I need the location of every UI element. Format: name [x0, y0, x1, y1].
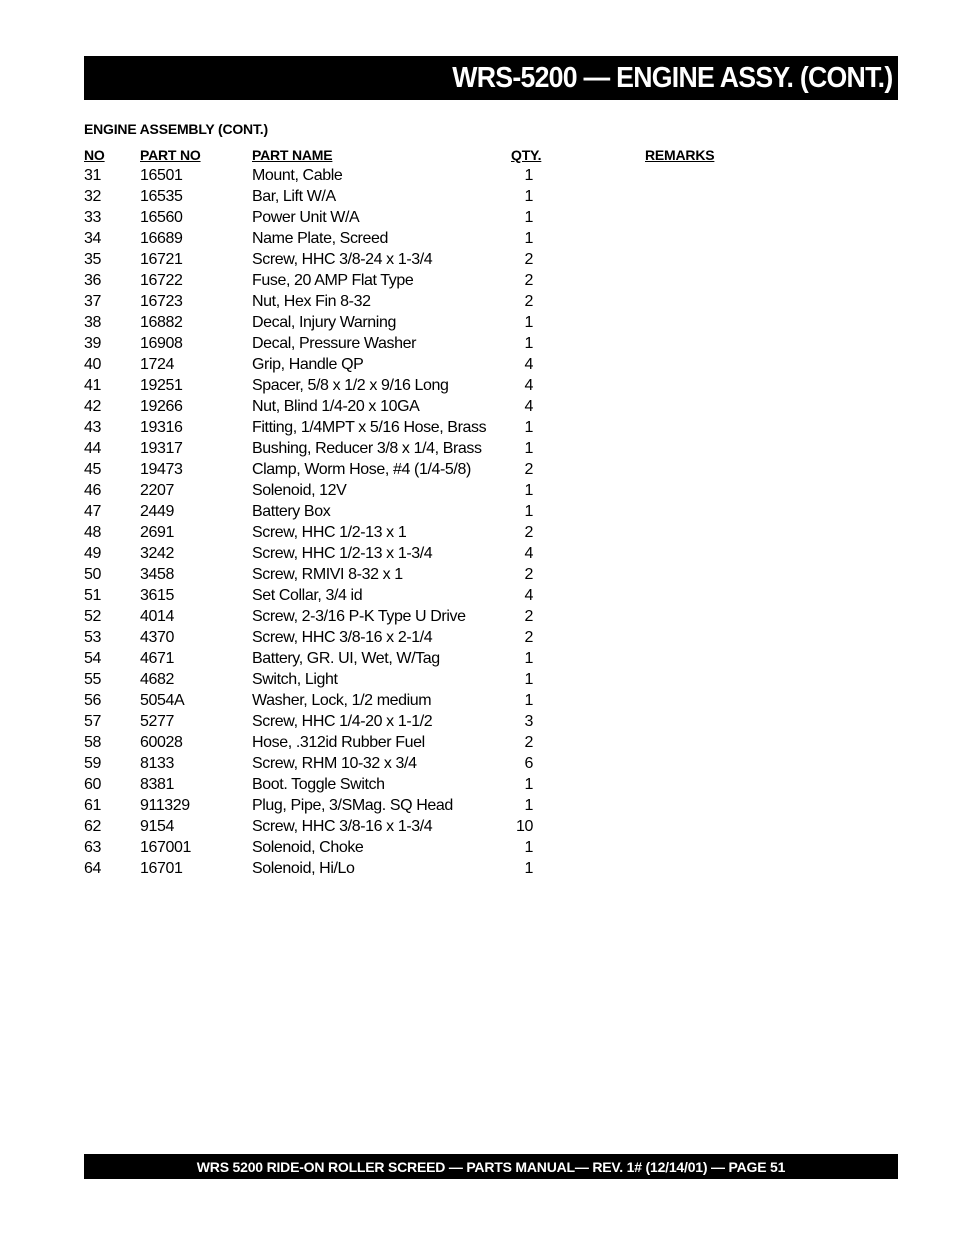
cell-part-no: 5054A: [140, 692, 185, 709]
cell-part-no: 16723: [140, 293, 183, 310]
cell-no: 57: [84, 713, 101, 730]
cell-part-name: Screw, HHC 3/8-16 x 2-1/4: [252, 629, 433, 646]
cell-qty: 1: [524, 440, 533, 457]
cell-part-no: 3242: [140, 545, 174, 562]
cell-part-name: Nut, Hex Fin 8-32: [252, 293, 371, 310]
cell-no: 48: [84, 524, 101, 541]
cell-no: 41: [84, 377, 101, 394]
page-title: WRS-5200 — ENGINE ASSY. (CONT.): [451, 61, 892, 94]
cell-part-no: 16560: [140, 209, 183, 226]
cell-part-no: 16535: [140, 188, 183, 205]
cell-qty: 2: [524, 734, 533, 751]
cell-no: 35: [84, 251, 101, 268]
cell-qty: 1: [524, 671, 533, 688]
cell-part-no: 16701: [140, 860, 183, 877]
cell-no: 52: [84, 608, 101, 625]
table-row: [0, 795, 954, 816]
page-header-bar: [84, 56, 898, 100]
cell-part-name: Screw, HHC 3/8-16 x 1-3/4: [252, 818, 433, 835]
table-row: [0, 732, 954, 753]
cell-no: 54: [84, 650, 101, 667]
table-row: [0, 753, 954, 774]
cell-part-no: 16501: [140, 167, 183, 184]
table-row: [0, 228, 954, 249]
cell-part-name: Screw, HHC 1/2-13 x 1-3/4: [252, 545, 433, 562]
table-row: [0, 816, 954, 837]
table-row: [0, 648, 954, 669]
cell-part-name: Plug, Pipe, 3/SMag. SQ Head: [252, 797, 453, 814]
cell-qty: 6: [524, 755, 533, 772]
cell-qty: 4: [524, 377, 533, 394]
cell-part-name: Fuse, 20 AMP Flat Type: [252, 272, 414, 289]
cell-part-name: Fitting, 1/4MPT x 5/16 Hose, Brass: [252, 419, 487, 436]
cell-part-name: Screw, HHC 3/8-24 x 1-3/4: [252, 251, 433, 268]
cell-part-name: Nut, Blind 1/4-20 x 10GA: [252, 398, 420, 415]
cell-part-no: 16722: [140, 272, 183, 289]
column-header-part-no: PART NO: [140, 147, 201, 163]
cell-qty: 4: [524, 398, 533, 415]
parts-table: [0, 165, 954, 879]
table-row: [0, 459, 954, 480]
table-row: [0, 501, 954, 522]
cell-no: 36: [84, 272, 101, 289]
cell-no: 38: [84, 314, 101, 331]
cell-qty: 2: [524, 524, 533, 541]
cell-part-name: Hose, .312id Rubber Fuel: [252, 734, 425, 751]
column-header-remarks: REMARKS: [645, 147, 715, 163]
table-row: [0, 165, 954, 186]
cell-part-name: Decal, Pressure Washer: [252, 335, 416, 352]
cell-no: 55: [84, 671, 101, 688]
section-title: ENGINE ASSEMBLY (CONT.): [84, 121, 268, 137]
cell-part-no: 911329: [140, 797, 190, 814]
table-row: [0, 837, 954, 858]
cell-part-name: Switch, Light: [252, 671, 338, 688]
cell-qty: 2: [524, 272, 533, 289]
cell-part-no: 2449: [140, 503, 174, 520]
cell-part-name: Bar, Lift W/A: [252, 188, 336, 205]
cell-part-name: Screw, HHC 1/4-20 x 1-1/2: [252, 713, 433, 730]
table-row: [0, 312, 954, 333]
cell-part-name: Bushing, Reducer 3/8 x 1/4, Brass: [252, 440, 482, 457]
cell-part-no: 3458: [140, 566, 174, 583]
cell-part-name: Decal, Injury Warning: [252, 314, 396, 331]
cell-part-name: Screw, 2-3/16 P-K Type U Drive: [252, 608, 466, 625]
cell-part-no: 167001: [140, 839, 191, 856]
cell-no: 43: [84, 419, 101, 436]
table-row: [0, 690, 954, 711]
cell-part-no: 19266: [140, 398, 183, 415]
cell-part-no: 16689: [140, 230, 183, 247]
cell-part-no: 3615: [140, 587, 174, 604]
cell-no: 49: [84, 545, 101, 562]
cell-qty: 1: [524, 188, 533, 205]
table-row: [0, 480, 954, 501]
cell-qty: 1: [524, 335, 533, 352]
cell-no: 34: [84, 230, 101, 247]
table-row: [0, 606, 954, 627]
cell-qty: 1: [524, 797, 533, 814]
cell-no: 62: [84, 818, 101, 835]
cell-part-name: Mount, Cable: [252, 167, 343, 184]
cell-part-no: 4671: [140, 650, 174, 667]
cell-qty: 2: [524, 251, 533, 268]
cell-no: 42: [84, 398, 101, 415]
cell-part-name: Spacer, 5/8 x 1/2 x 9/16 Long: [252, 377, 449, 394]
cell-part-name: Battery, GR. UI, Wet, W/Tag: [252, 650, 440, 667]
cell-qty: 2: [524, 293, 533, 310]
cell-qty: 1: [524, 692, 533, 709]
cell-qty: 4: [524, 545, 533, 562]
cell-qty: 4: [524, 587, 533, 604]
table-row: [0, 438, 954, 459]
cell-no: 51: [84, 587, 101, 604]
cell-no: 60: [84, 776, 101, 793]
cell-no: 39: [84, 335, 101, 352]
cell-no: 46: [84, 482, 101, 499]
table-row: [0, 375, 954, 396]
cell-no: 64: [84, 860, 101, 877]
cell-part-name: Battery Box: [252, 503, 331, 520]
cell-qty: 1: [524, 230, 533, 247]
cell-part-name: Power Unit W/A: [252, 209, 360, 226]
table-row: [0, 774, 954, 795]
cell-part-no: 1724: [140, 356, 174, 373]
table-row: [0, 417, 954, 438]
column-header-part-name: PART NAME: [252, 147, 333, 163]
footer-text: WRS 5200 RIDE-ON ROLLER SCREED — PARTS MANUAL— REV. 1# (12/14/01) — PAGE 51: [196, 1158, 786, 1175]
cell-no: 47: [84, 503, 101, 520]
cell-qty: 1: [524, 209, 533, 226]
table-row: [0, 291, 954, 312]
cell-no: 58: [84, 734, 101, 751]
cell-part-no: 19473: [140, 461, 183, 478]
cell-qty: 1: [524, 167, 533, 184]
cell-part-name: Clamp, Worm Hose, #4 (1/4-5/8): [252, 461, 471, 478]
page-footer-bar: [84, 1154, 898, 1179]
cell-qty: 2: [524, 461, 533, 478]
table-row: [0, 207, 954, 228]
cell-part-name: Screw, RMIVI 8-32 x 1: [252, 566, 403, 583]
cell-no: 33: [84, 209, 101, 226]
cell-part-name: Solenoid, 12V: [252, 482, 347, 499]
cell-qty: 4: [524, 356, 533, 373]
cell-part-no: 60028: [140, 734, 183, 751]
cell-qty: 10: [516, 818, 533, 835]
table-row: [0, 186, 954, 207]
cell-part-no: 16908: [140, 335, 183, 352]
table-row: [0, 522, 954, 543]
cell-qty: 1: [524, 482, 533, 499]
cell-no: 50: [84, 566, 101, 583]
cell-qty: 1: [524, 314, 533, 331]
table-row: [0, 270, 954, 291]
cell-part-name: Boot. Toggle Switch: [252, 776, 385, 793]
cell-part-name: Screw, HHC 1/2-13 x 1: [252, 524, 407, 541]
table-row: [0, 669, 954, 690]
cell-part-name: Washer, Lock, 1/2 medium: [252, 692, 432, 709]
cell-qty: 1: [524, 503, 533, 520]
table-row: [0, 396, 954, 417]
cell-part-name: Solenoid, Choke: [252, 839, 364, 856]
cell-no: 61: [84, 797, 101, 814]
table-row: [0, 543, 954, 564]
cell-part-no: 19251: [140, 377, 183, 394]
cell-qty: 3: [524, 713, 533, 730]
cell-part-no: 4014: [140, 608, 174, 625]
cell-part-no: 16882: [140, 314, 183, 331]
cell-qty: 1: [524, 650, 533, 667]
table-row: [0, 585, 954, 606]
cell-part-no: 4370: [140, 629, 174, 646]
cell-part-no: 2207: [140, 482, 174, 499]
cell-qty: 1: [524, 839, 533, 856]
cell-part-name: Screw, RHM 10-32 x 3/4: [252, 755, 417, 772]
cell-no: 53: [84, 629, 101, 646]
table-row: [0, 354, 954, 375]
cell-qty: 2: [524, 629, 533, 646]
cell-part-no: 4682: [140, 671, 174, 688]
cell-no: 56: [84, 692, 101, 709]
cell-part-name: Set Collar, 3/4 id: [252, 587, 363, 604]
cell-part-no: 8381: [140, 776, 174, 793]
cell-part-no: 16721: [140, 251, 183, 268]
cell-part-name: Name Plate, Screed: [252, 230, 388, 247]
cell-part-no: 19316: [140, 419, 183, 436]
cell-no: 32: [84, 188, 101, 205]
cell-no: 63: [84, 839, 101, 856]
cell-no: 59: [84, 755, 101, 772]
table-row: [0, 249, 954, 270]
cell-part-name: Grip, Handle QP: [252, 356, 364, 373]
column-header-no: NO: [84, 147, 105, 163]
cell-part-no: 2691: [140, 524, 174, 541]
cell-part-name: Solenoid, Hi/Lo: [252, 860, 355, 877]
cell-part-no: 9154: [140, 818, 174, 835]
table-row: [0, 711, 954, 732]
table-row: [0, 333, 954, 354]
cell-part-no: 19317: [140, 440, 183, 457]
cell-qty: 1: [524, 776, 533, 793]
table-row: [0, 858, 954, 879]
cell-qty: 1: [524, 860, 533, 877]
cell-no: 44: [84, 440, 101, 457]
table-row: [0, 627, 954, 648]
cell-no: 31: [84, 167, 101, 184]
cell-qty: 2: [524, 566, 533, 583]
cell-part-no: 8133: [140, 755, 174, 772]
table-row: [0, 564, 954, 585]
cell-no: 45: [84, 461, 101, 478]
cell-qty: 1: [524, 419, 533, 436]
column-header-qty: QTY.: [511, 147, 542, 163]
cell-part-no: 5277: [140, 713, 174, 730]
cell-no: 37: [84, 293, 101, 310]
cell-qty: 2: [524, 608, 533, 625]
cell-no: 40: [84, 356, 101, 373]
